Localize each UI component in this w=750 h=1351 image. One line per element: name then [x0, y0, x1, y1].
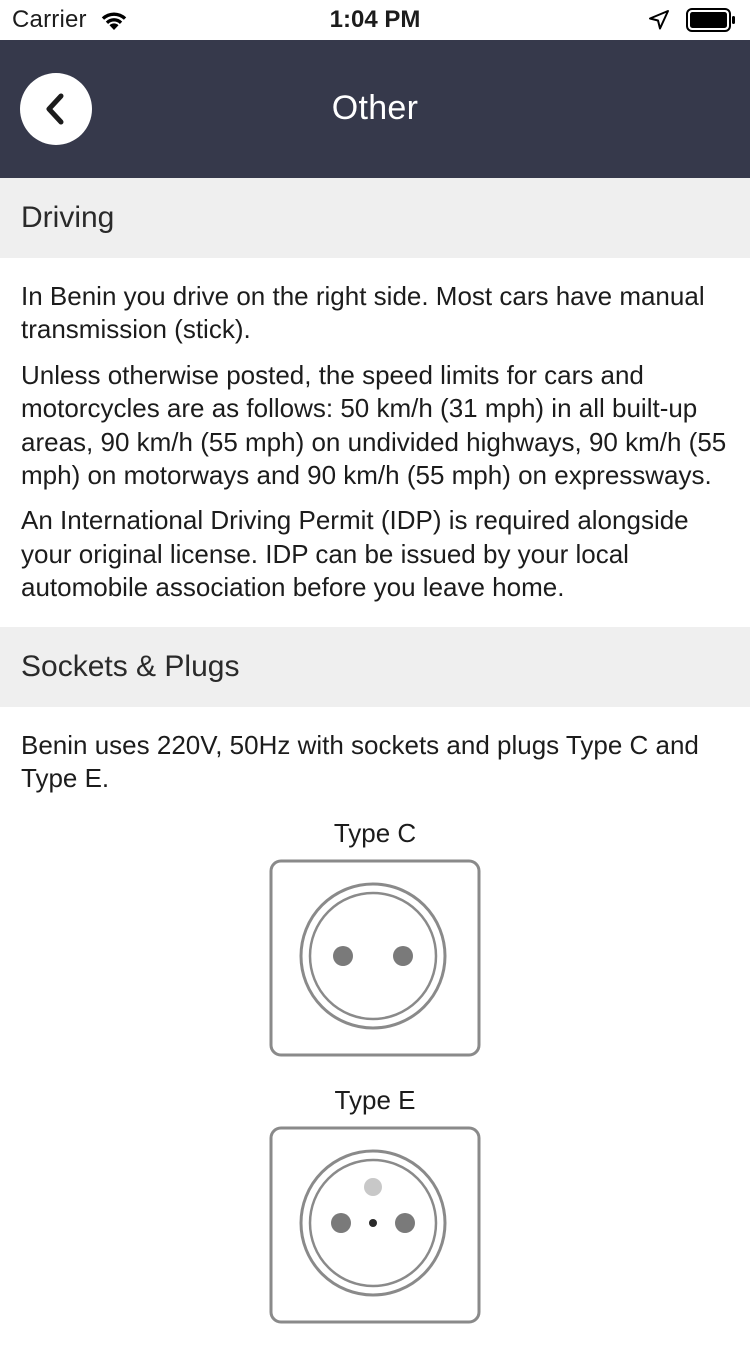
socket-type-c-icon [269, 859, 481, 1057]
section-header-sockets: Sockets & Plugs [0, 627, 750, 707]
status-bar [0, 0, 750, 40]
section-body-driving [0, 258, 750, 627]
carrier-label: Carrier [12, 6, 87, 33]
plug-type-c [21, 817, 729, 1062]
section-header-driving: Driving [0, 178, 750, 258]
location-arrow-icon [648, 9, 670, 31]
battery-icon [686, 8, 736, 32]
plug-label: Type E [334, 1085, 416, 1116]
sockets-intro: Benin uses 220V, 50Hz with sockets and plugs Type C and Type E. [21, 729, 699, 794]
status-right [648, 8, 736, 32]
content-scroll[interactable] [0, 178, 750, 1351]
driving-paragraph: Unless otherwise posted, the speed limits for cars and motorcycles are as follows: 50 km/h (31 mph) in all built-up areas, 90 km/h (55 mph) on undivided highways, 90 km/h (55 mph) on motorways and 90 km/h (55 mph) on expressways. [21, 359, 727, 491]
plug-type-e [21, 1084, 729, 1329]
status-time: 1:04 PM [329, 6, 421, 33]
driving-paragraph: An International Driving Permit (IDP) is required alongside your original license. IDP can be issued by your local automobile association before you leave home. [21, 505, 689, 603]
socket-type-e-icon [269, 1126, 481, 1324]
plug-label: Type C [333, 818, 417, 849]
page-title: Other [331, 89, 419, 127]
navigation-bar [0, 40, 750, 178]
section-body-sockets [0, 707, 750, 1351]
driving-paragraph: In Benin you drive on the right side. Most cars have manual transmission (stick). [21, 281, 705, 345]
